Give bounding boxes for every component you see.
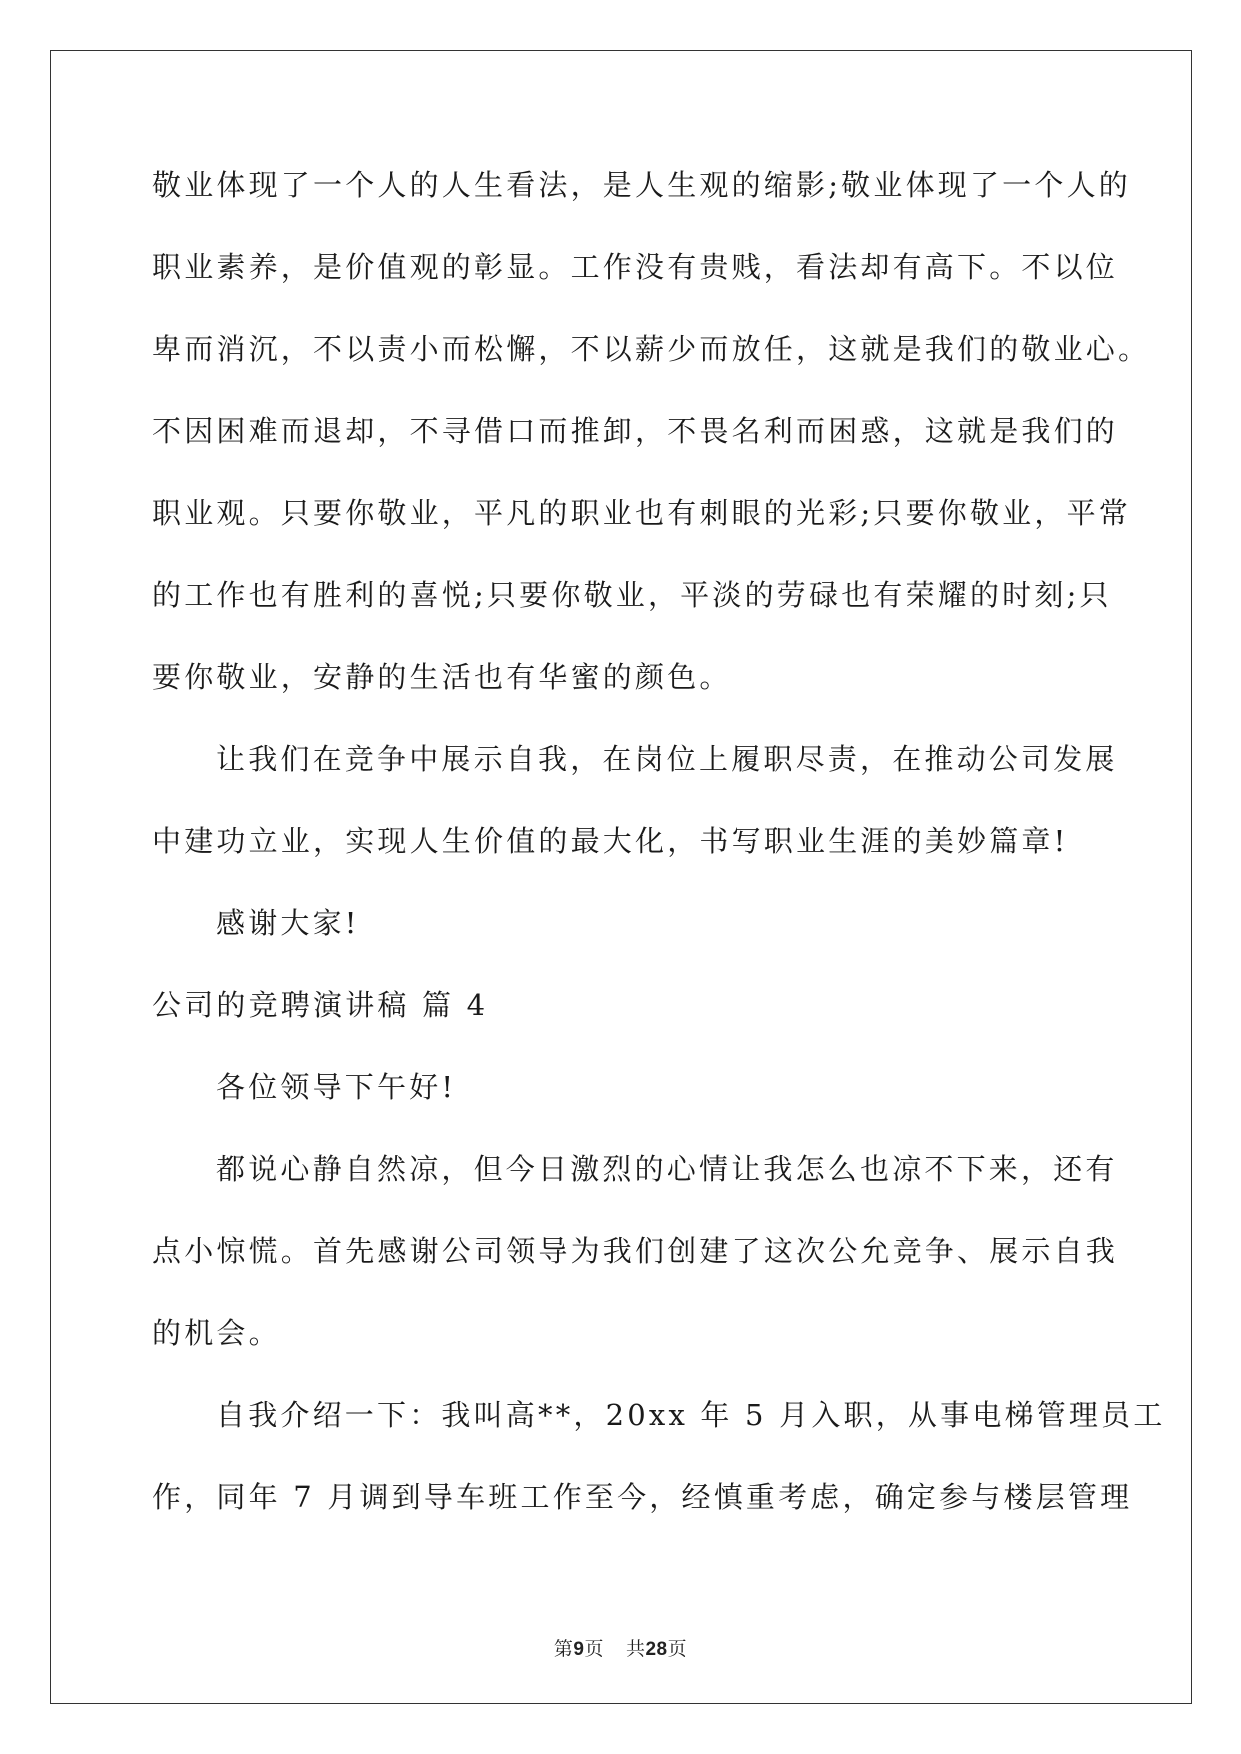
text-line: 都说心静自然凉，但今日激烈的心情让我怎么也凉不下来，还有 [216,1152,1118,1186]
text-line: 卑而消沉，不以责小而松懈，不以薪少而放任，这就是我们的敬业心。 [152,332,1151,366]
text-line: 的工作也有胜利的喜悦;只要你敬业，平淡的劳碌也有荣耀的时刻;只 [152,578,1112,612]
text-line: 的机会。 [152,1316,281,1350]
text-line: 各位领导下午好! [216,1070,457,1104]
text-line: 自我介绍一下：我叫高**，20xx 年 5 月入职，从事电梯管理员工 [216,1398,1166,1432]
text-line: 感谢大家! [216,906,360,940]
total-suffix: 页 [667,1638,688,1660]
page-suffix: 页 [584,1638,604,1660]
page-prefix: 第 [553,1638,574,1660]
text-line: 敬业体现了一个人的人生看法，是人生观的缩影;敬业体现了一个人的 [152,168,1131,202]
text-line: 点小惊慌。首先感谢公司领导为我们创建了这次公允竞争、展示自我 [152,1234,1119,1268]
total-pages: 28 [645,1639,668,1660]
section-heading: 公司的竞聘演讲稿 篇 4 [152,988,489,1022]
text-line: 让我们在竞争中展示自我，在岗位上履职尽责，在推动公司发展 [216,742,1118,776]
text-line: 不因困难而退却，不寻借口而推卸，不畏名利而困惑，这就是我们的 [152,414,1119,448]
total-prefix: 共 [625,1638,646,1660]
text-line: 要你敬业，安静的生活也有华蜜的颜色。 [152,660,732,694]
document-body [152,160,1166,1554]
page-footer [0,1634,1241,1661]
text-line: 职业素养，是价值观的彰显。工作没有贵贱，看法却有高下。不以位 [152,250,1119,284]
text-line: 作，同年 7 月调到导车班工作至今，经慎重考虑，确定参与楼层管理 [152,1480,1133,1514]
text-line: 中建功立业，实现人生价值的最大化，书写职业生涯的美妙篇章! [152,824,1069,858]
text-line: 职业观。只要你敬业，平凡的职业也有刺眼的光彩;只要你敬业，平常 [152,496,1131,530]
page-number: 9 [573,1639,585,1660]
